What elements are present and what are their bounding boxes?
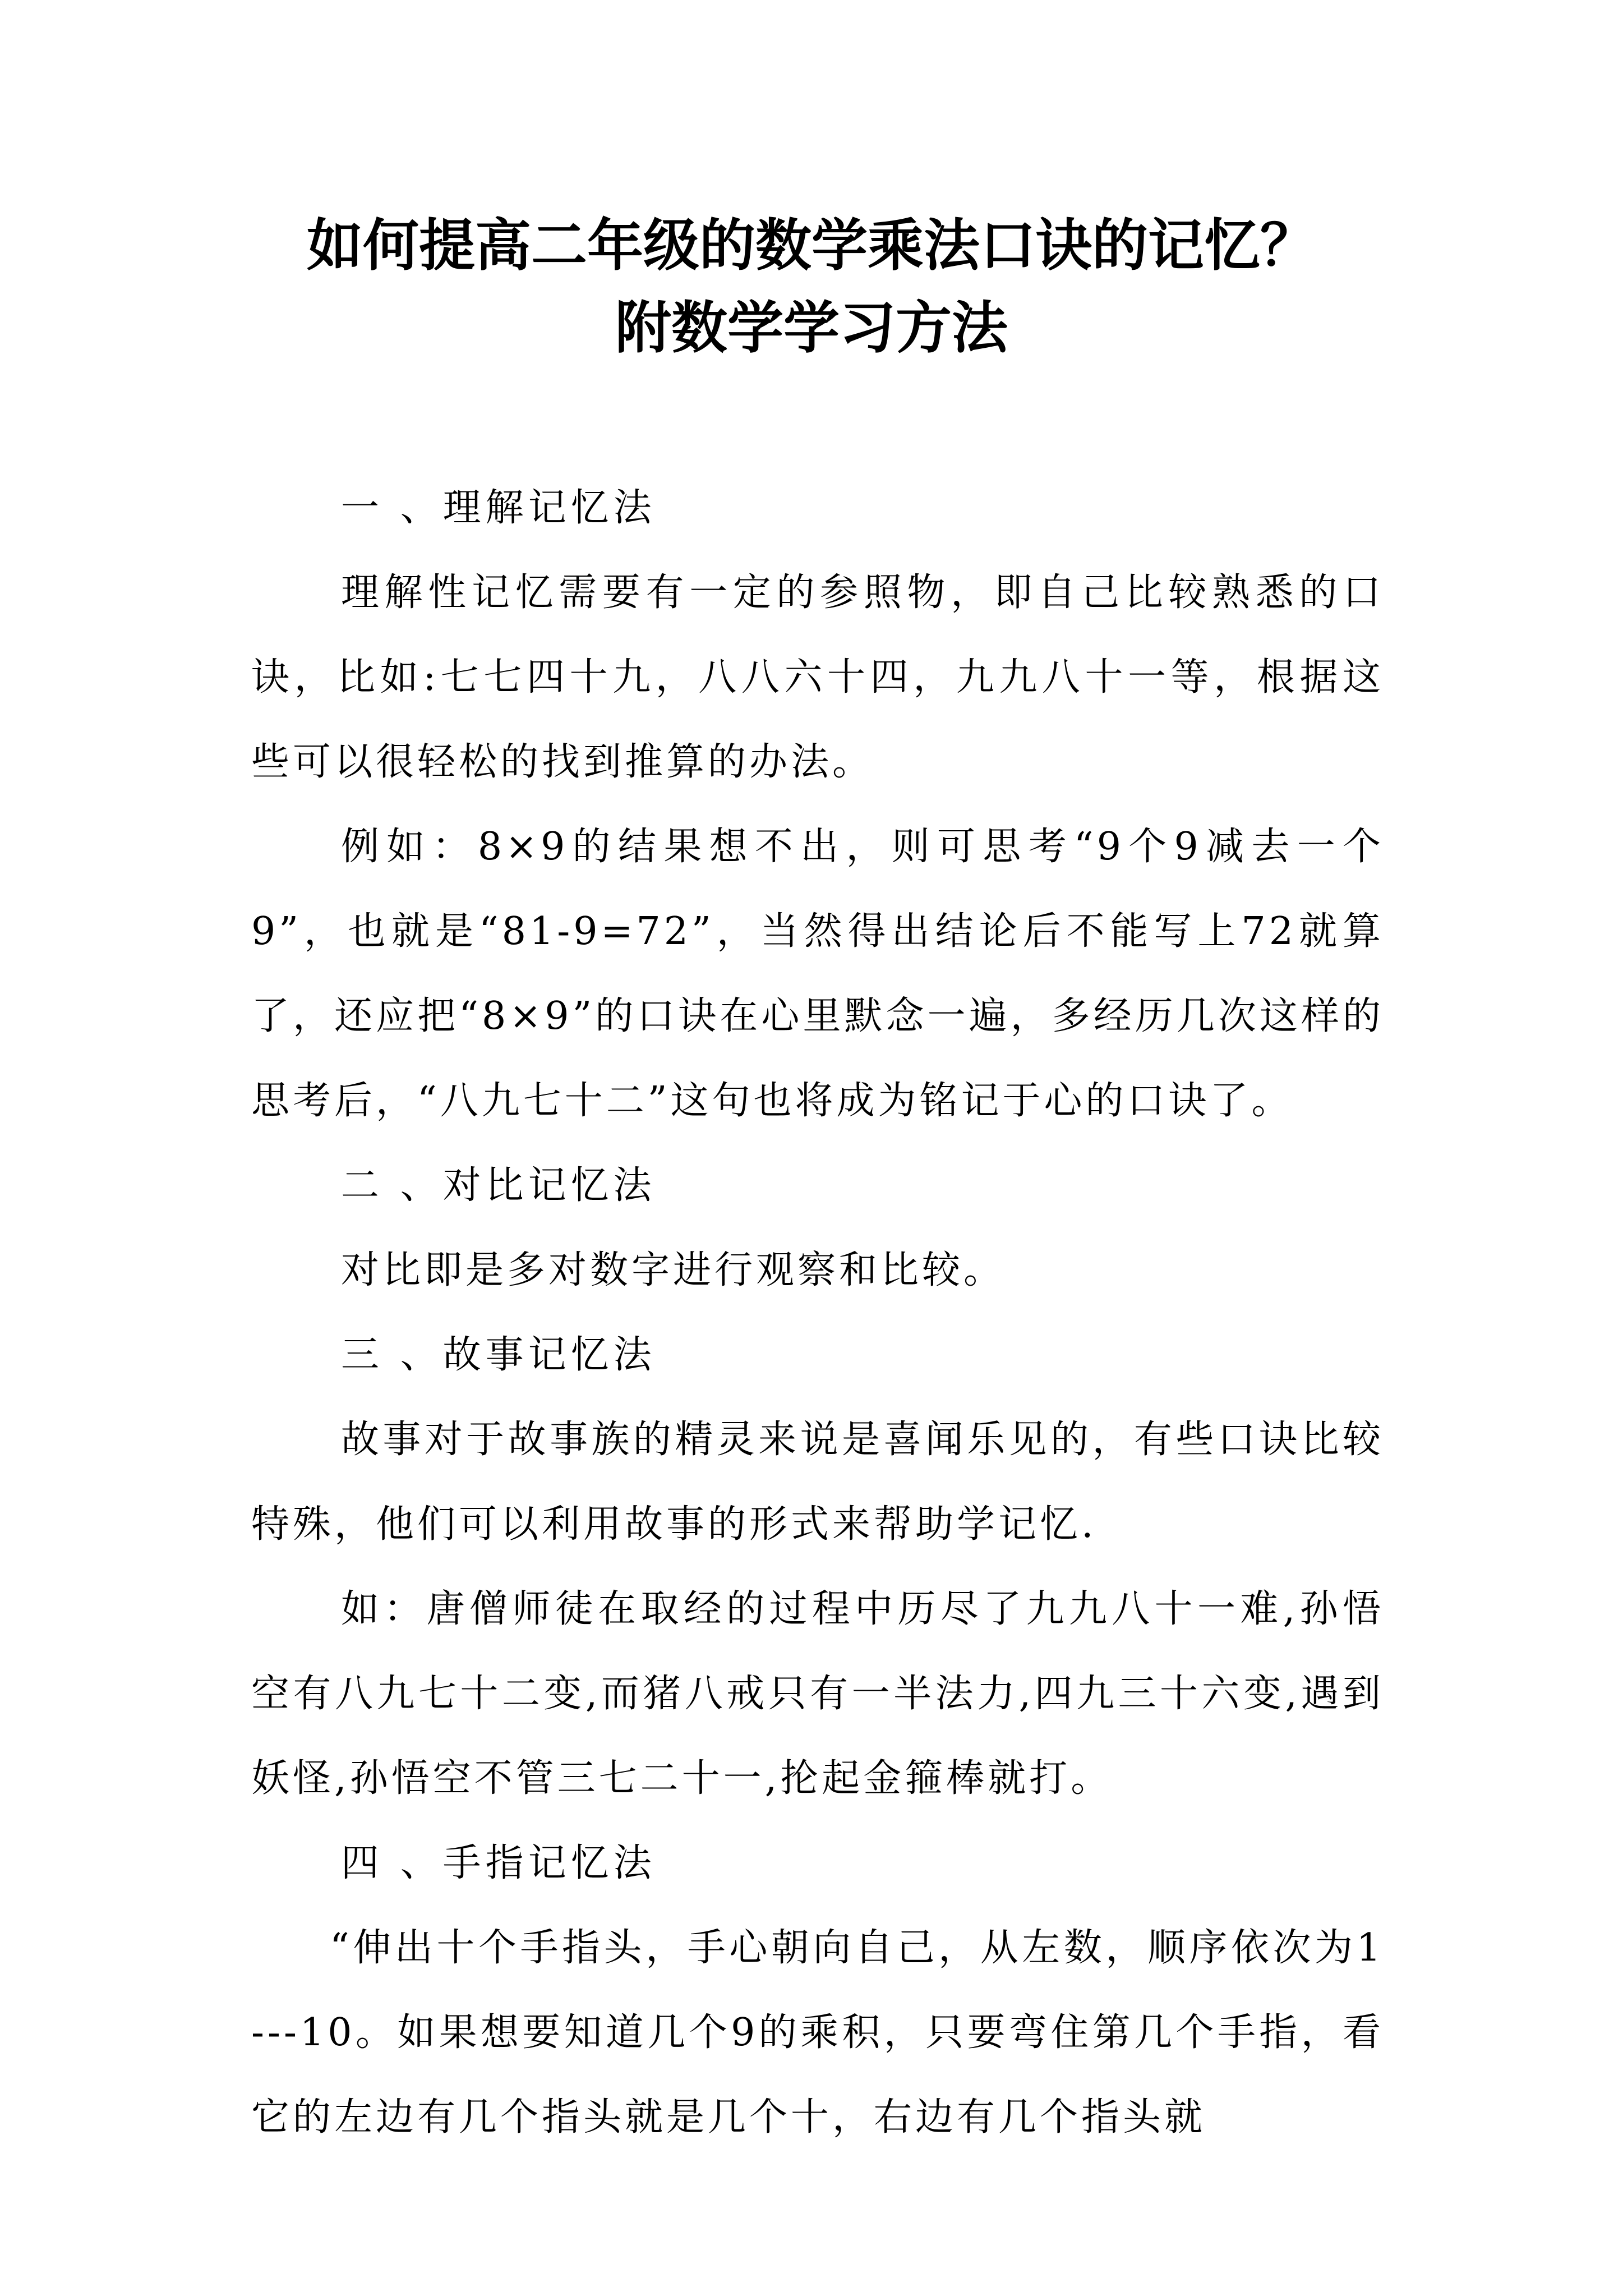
paragraph: 例如：8×9的结果想不出，则可思考“9个9减去一个9”，也就是“81-9=72”，当然得出结论后不能写上72就算了，还应把“8×9”的口诀在心里默念一遍，多经历几次这样的思考后，“八九七十二”这句也将成为铭记于心的口诀了。 bbox=[251, 825, 1384, 1123]
section-heading-4: 四 、手指记忆法 bbox=[341, 1841, 656, 1885]
paragraph: “伸出十个手指头，手心朝向自己，从左数，顺序依次为1---10。如果想要知道几个9的乘积，只要弯住第几个手指，看它的左边有几个指头就是几个十，右边有几个指头就 bbox=[251, 1926, 1384, 2139]
section-heading-2: 二 、对比记忆法 bbox=[341, 1163, 656, 1208]
document-title-line1: 如何提高二年级的数学乘法口诀的记忆？ bbox=[307, 213, 1316, 278]
paragraph: 理解性记忆需要有一定的参照物，即自己比较熟悉的口诀，比如:七七四十九，八八六十四，九九八十一等，根据这些可以很轻松的找到推算的办法。 bbox=[251, 570, 1384, 784]
paragraph: 如：唐僧师徒在取经的过程中历尽了九九八十一难,孙悟空有八九七十二变,而猪八戒只有一半法力,四九三十六变,遇到妖怪,孙悟空不管三七二十一,抡起金箍棒就打。 bbox=[251, 1587, 1384, 1801]
paragraph: 故事对于故事族的精灵来说是喜闻乐见的，有些口诀比较特殊，他们可以利用故事的形式来帮助学记忆. bbox=[251, 1418, 1384, 1547]
section-heading-1: 一 、理解记忆法 bbox=[341, 486, 656, 530]
document-title-line2: 附数学学习方法 bbox=[615, 295, 1008, 361]
paragraph: 对比即是多对数字进行观察和比较。 bbox=[341, 1248, 1006, 1292]
section-heading-3: 三 、故事记忆法 bbox=[341, 1333, 656, 1377]
document-body bbox=[251, 466, 1384, 2160]
